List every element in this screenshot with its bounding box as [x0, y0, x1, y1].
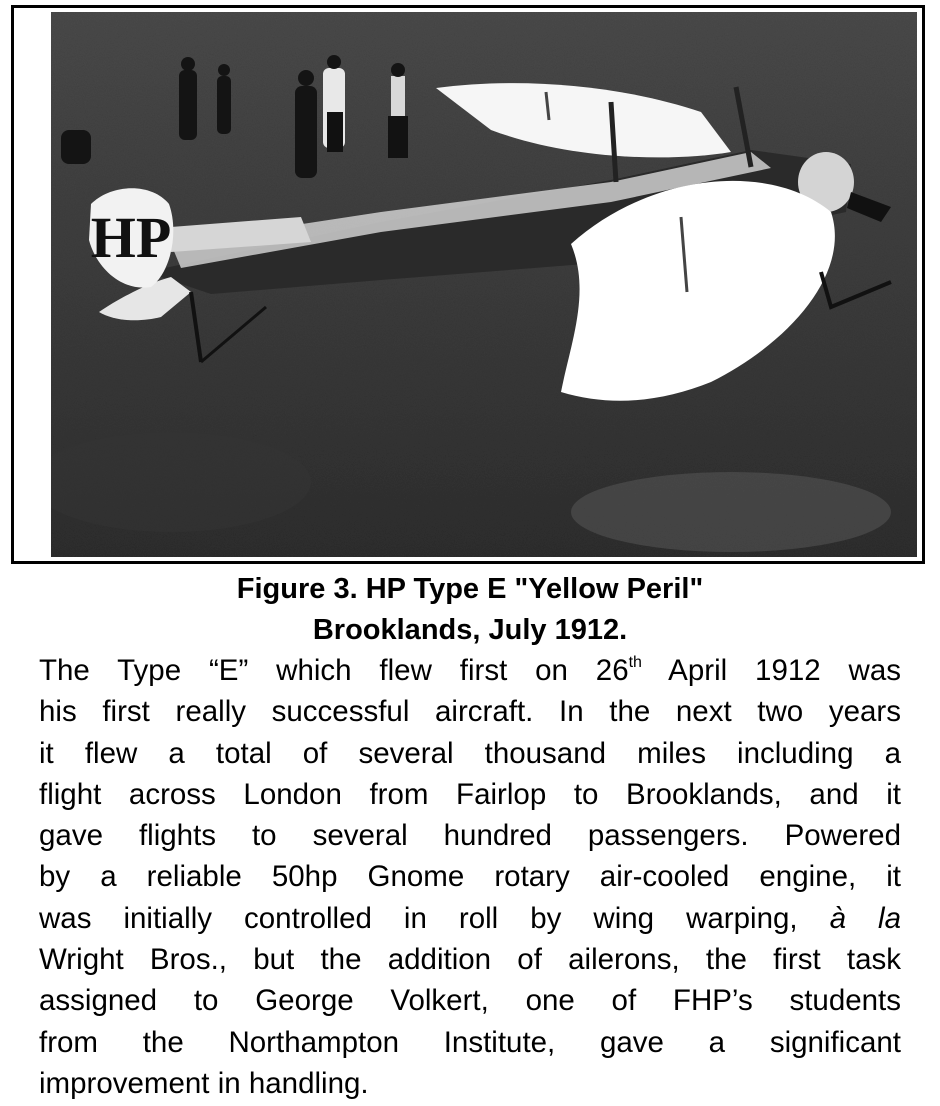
body-line: was initially controlled in roll by wing warping, à la — [39, 901, 901, 935]
body-line: Wright Bros., but the addition of ailerons, the first task — [39, 943, 901, 977]
hp-logo: HP — [90, 205, 172, 270]
body-line: The Type “E” which flew first on 26th April 1912 was — [39, 654, 901, 687]
body-line: from the Northampton Institute, gave a significant — [39, 1025, 901, 1059]
body-line: his first really successful aircraft. In the next two years — [39, 695, 901, 729]
body-line: gave flights to several hundred passengers. Powered — [39, 819, 901, 853]
aircraft-photo — [51, 12, 917, 557]
body-paragraph — [39, 650, 901, 1104]
body-line: it flew a total of several thousand miles including a — [39, 736, 901, 770]
figure-photo-frame — [11, 5, 925, 564]
body-line: by a reliable 50hp Gnome rotary air-cooled engine, it — [39, 860, 901, 894]
body-line: improvement in handling. — [39, 1066, 369, 1100]
figure-caption-subtitle: Brooklands, July 1912. — [312, 614, 628, 646]
body-line: flight across London from Fairlop to Brooklands, and it — [39, 777, 901, 811]
body-line: assigned to George Volkert, one of FHP’s students — [39, 984, 901, 1018]
figure-caption-title: Figure 3. HP Type E "Yellow Peril" — [236, 573, 704, 605]
